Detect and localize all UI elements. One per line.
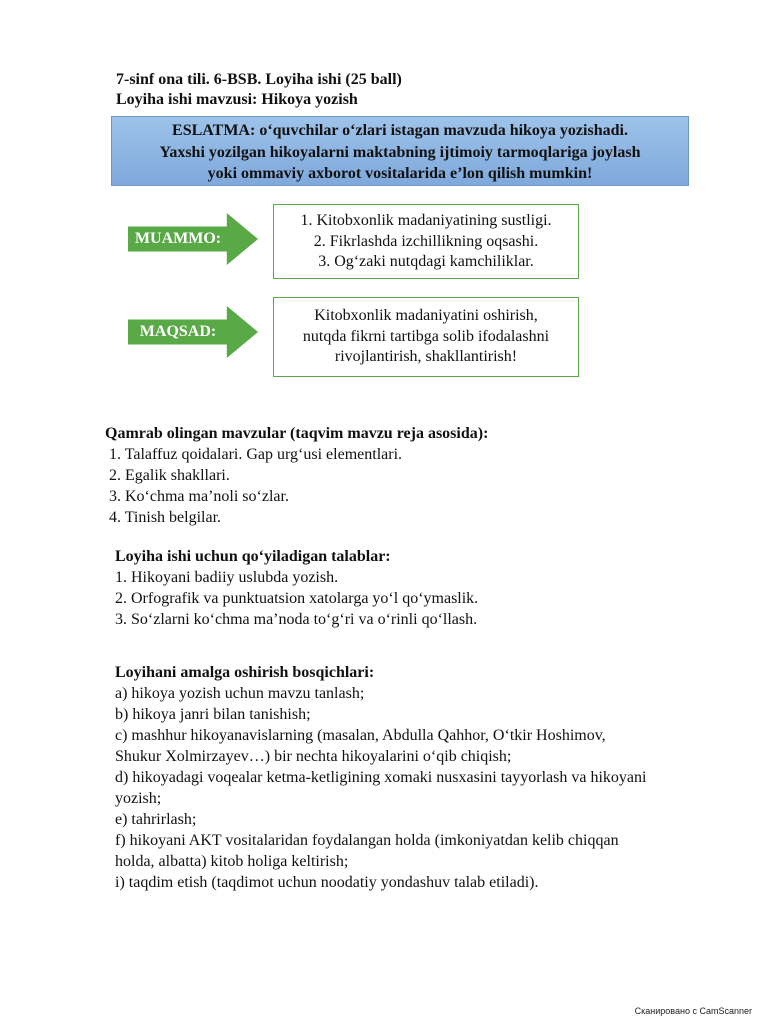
note-line: ESLATMA: o‘quvchilar o‘zlari istagan mavzuda hikoya yozishadi. bbox=[172, 122, 628, 139]
list-item: a) hikoya yozish uchun mavzu tanlash; bbox=[115, 685, 365, 702]
topics-section bbox=[105, 423, 488, 528]
requirements-section bbox=[115, 546, 478, 630]
problem-line: 2. Fikrlashda izchillikning oqsashi. bbox=[313, 232, 539, 250]
list-item: b) hikoya janri bilan tanishish; bbox=[115, 706, 311, 723]
list-item: 1. Hikoyani badiiy uslubda yozish. bbox=[115, 569, 339, 586]
list-item: e) tahrirlash; bbox=[115, 811, 197, 828]
problem-label: MUAMMO: bbox=[134, 230, 222, 247]
list-item: i) taqdim etish (taqdimot uchun noodatiy yondashuv talab etiladi). bbox=[115, 874, 539, 891]
list-item: 1. Talaffuz qoidalari. Gap urg‘usi elementlari. bbox=[109, 446, 403, 463]
list-item: yozish; bbox=[115, 790, 162, 807]
problem-box bbox=[273, 204, 579, 279]
note-line: Yaxshi yozilgan hikoyalarni maktabning ijtimoiy tarmoqlariga joylash bbox=[159, 143, 641, 161]
list-item: 2. Egalik shakllari. bbox=[109, 467, 230, 484]
list-item: c) mashhur hikoyanavislarning (masalan, Abdulla Qahhor, O‘tkir Hoshimov, bbox=[115, 727, 606, 744]
stages-section bbox=[115, 662, 646, 893]
goal-box bbox=[273, 297, 579, 377]
project-topic: Loyiha ishi mavzusi: Hikoya yozish bbox=[116, 91, 358, 108]
problem-line: 1. Kitobxonlik madaniyatining sustligi. bbox=[300, 212, 552, 229]
scanner-watermark: Сканировано с CamScanner bbox=[634, 1006, 752, 1016]
list-item: 4. Tinish belgilar. bbox=[109, 509, 222, 526]
goal-line: nutqda fikrni tartibga solib ifodalashni bbox=[302, 327, 550, 345]
goal-line: rivojlantirish, shakllantirish! bbox=[334, 348, 518, 365]
list-item: 3. So‘zlarni ko‘chma ma’noda to‘g‘ri va o‘rinli qo‘llash. bbox=[115, 611, 478, 628]
list-item: d) hikoyadagi voqealar ketma-ketligining xomaki nusxasini tayyorlash va hikoyani bbox=[115, 769, 647, 786]
list-item: 3. Ko‘chma ma’noli so‘zlar. bbox=[109, 488, 289, 505]
document-title: 7-sinf ona tili. 6-BSB. Loyiha ishi (25 ball) bbox=[116, 71, 402, 88]
list-item: Shukur Xolmirzayev…) bir nechta hikoyalarini o‘qib chiqish; bbox=[115, 748, 512, 765]
goal-line: Kitobxonlik madaniyatini oshirish, bbox=[314, 307, 538, 324]
problem-line: 3. Og‘zaki nutqdagi kamchiliklar. bbox=[318, 253, 534, 270]
note-line: yoki ommaviy axborot vositalarida e’lon qilish mumkin! bbox=[207, 165, 593, 182]
goal-label: MAQSAD: bbox=[139, 323, 217, 340]
list-item: f) hikoyani AKT vositalaridan foydalangan holda (imkoniyatdan kelib chiqqan bbox=[115, 832, 619, 849]
list-item: 2. Orfografik va punktuatsion xatolarga yo‘l qo‘ymaslik. bbox=[115, 590, 479, 607]
requirements-heading: Loyiha ishi uchun qo‘yiladigan talablar: bbox=[115, 548, 391, 565]
list-item: holda, albatta) kitob holiga keltirish; bbox=[115, 853, 349, 870]
stages-heading: Loyihani amalga oshirish bosqichlari: bbox=[115, 664, 375, 681]
note-box bbox=[111, 116, 689, 186]
topics-heading: Qamrab olingan mavzular (taqvim mavzu reja asosida): bbox=[105, 425, 489, 442]
